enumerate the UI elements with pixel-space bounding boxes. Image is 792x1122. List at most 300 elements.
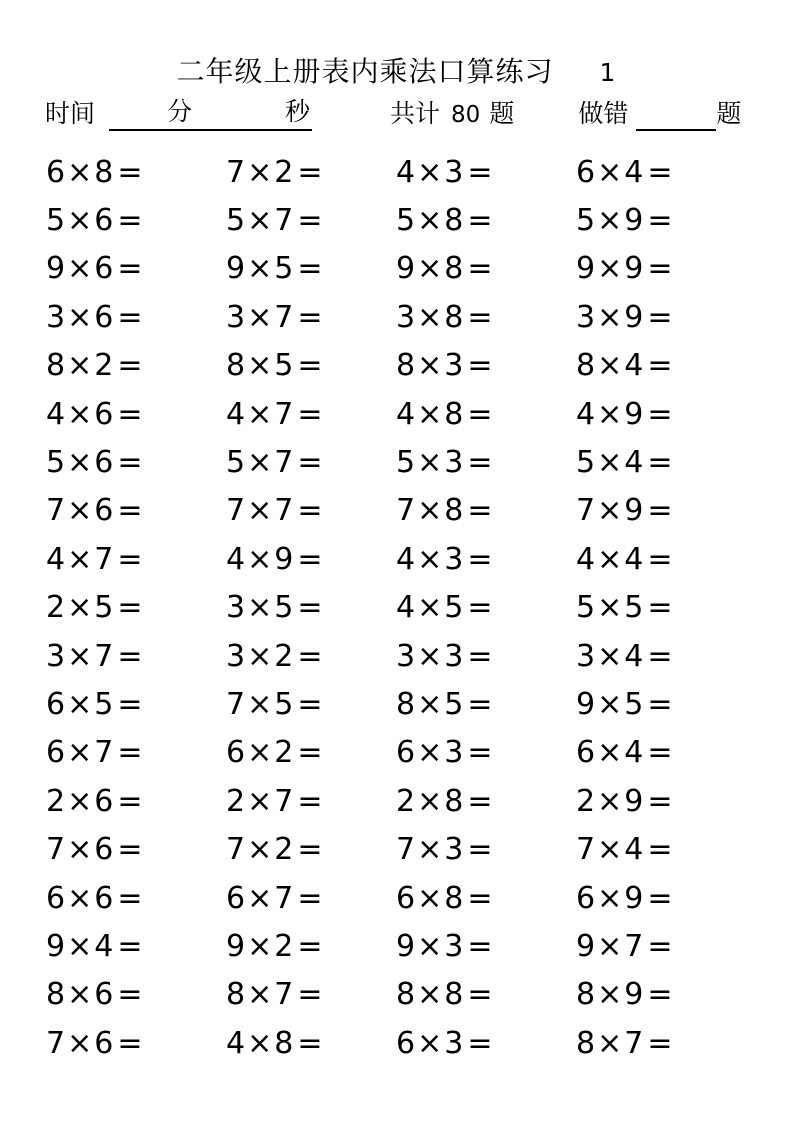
problem xyxy=(46,155,226,190)
factor-b: 2 xyxy=(94,348,114,384)
factor-a: 9 xyxy=(396,928,416,964)
problem xyxy=(576,977,792,1012)
factor-a: 4 xyxy=(226,1025,246,1061)
problem xyxy=(396,929,576,964)
equals-sign: = xyxy=(297,1025,323,1061)
factor-b: 7 xyxy=(274,299,294,335)
factor-b: 6 xyxy=(94,251,114,287)
multiplication-sign: × xyxy=(67,686,93,722)
factor-a: 5 xyxy=(226,445,246,481)
equals-sign: = xyxy=(467,493,493,529)
factor-a: 4 xyxy=(396,396,416,432)
factor-a: 7 xyxy=(396,493,416,529)
equals-sign: = xyxy=(117,928,143,964)
factor-b: 8 xyxy=(94,154,114,190)
factor-b: 7 xyxy=(94,638,114,674)
factor-b: 9 xyxy=(624,783,644,819)
equals-sign: = xyxy=(117,880,143,916)
equals-sign: = xyxy=(297,928,323,964)
factor-a: 4 xyxy=(396,541,416,577)
multiplication-sign: × xyxy=(247,445,273,481)
factor-b: 7 xyxy=(94,735,114,771)
factor-b: 6 xyxy=(94,396,114,432)
problem xyxy=(576,348,792,383)
total-unit: 题 xyxy=(489,101,515,128)
multiplication-sign: × xyxy=(417,638,443,674)
multiplication-sign: × xyxy=(417,203,443,239)
equals-sign: = xyxy=(647,832,673,868)
factor-a: 3 xyxy=(226,638,246,674)
factor-b: 7 xyxy=(624,1025,644,1061)
problem xyxy=(226,881,396,916)
factor-a: 6 xyxy=(226,880,246,916)
factor-b: 2 xyxy=(274,154,294,190)
multiplication-sign: × xyxy=(597,154,623,190)
problem xyxy=(46,784,226,819)
problem xyxy=(396,977,576,1012)
factor-a: 9 xyxy=(46,928,66,964)
factor-b: 6 xyxy=(94,1025,114,1061)
factor-a: 5 xyxy=(46,445,66,481)
multiplication-sign: × xyxy=(417,1025,443,1061)
factor-b: 6 xyxy=(94,977,114,1013)
equals-sign: = xyxy=(647,348,673,384)
factor-b: 5 xyxy=(624,590,644,626)
multiplication-sign: × xyxy=(417,396,443,432)
factor-a: 4 xyxy=(226,396,246,432)
problem-row xyxy=(0,342,792,390)
problem xyxy=(46,687,226,722)
multiplication-sign: × xyxy=(247,541,273,577)
problem xyxy=(396,300,576,335)
factor-a: 7 xyxy=(46,832,66,868)
multiplication-sign: × xyxy=(247,735,273,771)
problem xyxy=(226,832,396,867)
factor-a: 5 xyxy=(576,203,596,239)
equals-sign: = xyxy=(467,686,493,722)
multiplication-sign: × xyxy=(67,154,93,190)
equals-sign: = xyxy=(297,541,323,577)
factor-b: 4 xyxy=(624,154,644,190)
problem xyxy=(396,881,576,916)
factor-b: 9 xyxy=(624,396,644,432)
problem-row xyxy=(0,390,792,438)
equals-sign: = xyxy=(297,735,323,771)
problem xyxy=(576,929,792,964)
factor-b: 3 xyxy=(444,928,464,964)
multiplication-sign: × xyxy=(417,154,443,190)
factor-a: 5 xyxy=(396,203,416,239)
factor-b: 8 xyxy=(444,203,464,239)
multiplication-sign: × xyxy=(67,396,93,432)
problem xyxy=(396,445,576,480)
equals-sign: = xyxy=(647,154,673,190)
multiplication-sign: × xyxy=(597,299,623,335)
equals-sign: = xyxy=(647,251,673,287)
factor-a: 6 xyxy=(576,880,596,916)
factor-b: 8 xyxy=(444,299,464,335)
multiplication-sign: × xyxy=(247,1025,273,1061)
problem xyxy=(226,542,396,577)
equals-sign: = xyxy=(297,299,323,335)
multiplication-sign: × xyxy=(417,590,443,626)
problem xyxy=(396,203,576,238)
factor-b: 7 xyxy=(274,445,294,481)
total-label: 共计 xyxy=(390,101,441,128)
problem xyxy=(576,832,792,867)
problem-row xyxy=(0,535,792,583)
factor-a: 9 xyxy=(226,928,246,964)
problem xyxy=(576,1026,792,1061)
factor-b: 4 xyxy=(624,832,644,868)
problem xyxy=(46,493,226,528)
factor-a: 5 xyxy=(46,203,66,239)
factor-a: 7 xyxy=(46,493,66,529)
problem xyxy=(396,687,576,722)
multiplication-sign: × xyxy=(247,783,273,819)
problem xyxy=(576,542,792,577)
factor-a: 7 xyxy=(576,493,596,529)
factor-b: 5 xyxy=(444,590,464,626)
problem xyxy=(46,348,226,383)
factor-b: 3 xyxy=(444,832,464,868)
equals-sign: = xyxy=(647,880,673,916)
problem xyxy=(46,929,226,964)
multiplication-sign: × xyxy=(597,493,623,529)
equals-sign: = xyxy=(467,154,493,190)
factor-a: 8 xyxy=(226,348,246,384)
multiplication-sign: × xyxy=(67,977,93,1013)
equals-sign: = xyxy=(297,977,323,1013)
factor-a: 6 xyxy=(576,154,596,190)
equals-sign: = xyxy=(647,445,673,481)
factor-b: 9 xyxy=(624,251,644,287)
problem xyxy=(46,300,226,335)
multiplication-sign: × xyxy=(417,493,443,529)
problem-row xyxy=(0,777,792,825)
equals-sign: = xyxy=(467,928,493,964)
multiplication-sign: × xyxy=(597,541,623,577)
problem xyxy=(226,155,396,190)
factor-a: 7 xyxy=(226,154,246,190)
problem xyxy=(226,735,396,770)
equals-sign: = xyxy=(117,445,143,481)
problem-row xyxy=(0,680,792,728)
problem xyxy=(46,639,226,674)
factor-b: 5 xyxy=(624,686,644,722)
time-label: 时间 xyxy=(45,101,96,128)
problem xyxy=(46,977,226,1012)
multiplication-sign: × xyxy=(597,396,623,432)
multiplication-sign: × xyxy=(597,638,623,674)
problem xyxy=(226,348,396,383)
problem xyxy=(46,542,226,577)
equals-sign: = xyxy=(297,493,323,529)
factor-a: 6 xyxy=(396,880,416,916)
factor-a: 9 xyxy=(576,251,596,287)
problem xyxy=(46,251,226,286)
wrong-unit: 题 xyxy=(716,101,742,128)
factor-b: 7 xyxy=(274,977,294,1013)
factor-a: 3 xyxy=(576,299,596,335)
problem xyxy=(396,493,576,528)
problem xyxy=(576,251,792,286)
multiplication-sign: × xyxy=(417,686,443,722)
factor-a: 8 xyxy=(46,977,66,1013)
multiplication-sign: × xyxy=(67,493,93,529)
problem-row xyxy=(0,729,792,777)
problem xyxy=(226,493,396,528)
multiplication-sign: × xyxy=(247,251,273,287)
problem xyxy=(46,735,226,770)
factor-b: 5 xyxy=(274,251,294,287)
problem xyxy=(226,397,396,432)
factor-b: 4 xyxy=(624,638,644,674)
multiplication-sign: × xyxy=(417,735,443,771)
equals-sign: = xyxy=(467,783,493,819)
problem xyxy=(576,300,792,335)
factor-a: 8 xyxy=(396,977,416,1013)
factor-a: 8 xyxy=(46,348,66,384)
problem xyxy=(576,493,792,528)
multiplication-sign: × xyxy=(597,686,623,722)
factor-b: 2 xyxy=(274,928,294,964)
equals-sign: = xyxy=(467,638,493,674)
equals-sign: = xyxy=(117,348,143,384)
equals-sign: = xyxy=(467,203,493,239)
factor-a: 3 xyxy=(46,299,66,335)
problem-row xyxy=(0,293,792,341)
problem xyxy=(226,977,396,1012)
factor-b: 4 xyxy=(624,735,644,771)
factor-a: 2 xyxy=(576,783,596,819)
equals-sign: = xyxy=(647,977,673,1013)
factor-b: 4 xyxy=(94,928,114,964)
factor-a: 9 xyxy=(576,686,596,722)
problem xyxy=(576,397,792,432)
problem xyxy=(396,1026,576,1061)
multiplication-sign: × xyxy=(67,541,93,577)
multiplication-sign: × xyxy=(67,299,93,335)
factor-a: 4 xyxy=(226,541,246,577)
factor-a: 6 xyxy=(46,880,66,916)
factor-a: 5 xyxy=(576,445,596,481)
factor-b: 3 xyxy=(444,348,464,384)
problem xyxy=(396,784,576,819)
multiplication-sign: × xyxy=(247,154,273,190)
problem xyxy=(46,397,226,432)
problem xyxy=(576,445,792,480)
factor-b: 5 xyxy=(274,686,294,722)
factor-a: 4 xyxy=(46,396,66,432)
factor-b: 6 xyxy=(94,445,114,481)
factor-a: 4 xyxy=(396,154,416,190)
factor-b: 3 xyxy=(444,541,464,577)
problem xyxy=(576,639,792,674)
factor-b: 5 xyxy=(94,686,114,722)
factor-b: 5 xyxy=(444,686,464,722)
factor-a: 5 xyxy=(576,590,596,626)
factor-a: 8 xyxy=(396,686,416,722)
factor-a: 8 xyxy=(226,977,246,1013)
factor-b: 9 xyxy=(624,203,644,239)
equals-sign: = xyxy=(297,590,323,626)
factor-a: 8 xyxy=(576,348,596,384)
multiplication-sign: × xyxy=(417,832,443,868)
factor-a: 8 xyxy=(576,977,596,1013)
equals-sign: = xyxy=(467,445,493,481)
factor-a: 5 xyxy=(226,203,246,239)
multiplication-sign: × xyxy=(247,590,273,626)
factor-b: 3 xyxy=(444,154,464,190)
multiplication-sign: × xyxy=(417,928,443,964)
factor-a: 9 xyxy=(226,251,246,287)
factor-a: 7 xyxy=(226,686,246,722)
problem xyxy=(396,639,576,674)
problem xyxy=(226,251,396,286)
problem xyxy=(46,881,226,916)
factor-b: 2 xyxy=(274,832,294,868)
problem-row xyxy=(0,825,792,873)
factor-b: 7 xyxy=(274,396,294,432)
factor-b: 3 xyxy=(444,445,464,481)
equals-sign: = xyxy=(467,541,493,577)
multiplication-sign: × xyxy=(247,686,273,722)
equals-sign: = xyxy=(297,832,323,868)
factor-b: 3 xyxy=(444,735,464,771)
problem xyxy=(396,832,576,867)
equals-sign: = xyxy=(467,880,493,916)
problem xyxy=(576,784,792,819)
factor-b: 5 xyxy=(94,590,114,626)
factor-b: 8 xyxy=(274,1025,294,1061)
problem-row xyxy=(0,148,792,196)
factor-a: 4 xyxy=(46,541,66,577)
equals-sign: = xyxy=(117,396,143,432)
factor-b: 8 xyxy=(444,396,464,432)
problem-row xyxy=(0,971,792,1019)
problem xyxy=(396,348,576,383)
problem xyxy=(46,832,226,867)
factor-b: 7 xyxy=(624,928,644,964)
equals-sign: = xyxy=(297,251,323,287)
multiplication-sign: × xyxy=(417,348,443,384)
equals-sign: = xyxy=(647,686,673,722)
multiplication-sign: × xyxy=(417,880,443,916)
factor-b: 3 xyxy=(444,1025,464,1061)
problem-row xyxy=(0,874,792,922)
multiplication-sign: × xyxy=(417,445,443,481)
problem xyxy=(396,735,576,770)
problem xyxy=(576,735,792,770)
total-count: 80 xyxy=(451,102,481,128)
multiplication-sign: × xyxy=(597,928,623,964)
equals-sign: = xyxy=(467,348,493,384)
multiplication-sign: × xyxy=(417,299,443,335)
equals-sign: = xyxy=(117,251,143,287)
equals-sign: = xyxy=(467,590,493,626)
seconds-label: 秒 xyxy=(285,99,311,126)
multiplication-sign: × xyxy=(597,783,623,819)
equals-sign: = xyxy=(117,541,143,577)
factor-b: 6 xyxy=(94,832,114,868)
equals-sign: = xyxy=(117,832,143,868)
equals-sign: = xyxy=(297,445,323,481)
problem xyxy=(396,251,576,286)
equals-sign: = xyxy=(647,1025,673,1061)
factor-a: 3 xyxy=(396,299,416,335)
equals-sign: = xyxy=(297,154,323,190)
equals-sign: = xyxy=(297,638,323,674)
problem xyxy=(396,155,576,190)
problem xyxy=(46,590,226,625)
factor-a: 3 xyxy=(226,590,246,626)
factor-a: 3 xyxy=(396,638,416,674)
title-text: 二年级上册表内乘法口算练习 xyxy=(176,57,554,88)
problem xyxy=(576,590,792,625)
problem-row xyxy=(0,196,792,244)
factor-a: 6 xyxy=(46,686,66,722)
factor-b: 7 xyxy=(274,783,294,819)
equals-sign: = xyxy=(297,348,323,384)
equals-sign: = xyxy=(647,783,673,819)
multiplication-sign: × xyxy=(67,590,93,626)
multiplication-sign: × xyxy=(247,203,273,239)
multiplication-sign: × xyxy=(247,928,273,964)
multiplication-sign: × xyxy=(67,783,93,819)
equals-sign: = xyxy=(117,783,143,819)
multiplication-sign: × xyxy=(597,832,623,868)
factor-b: 3 xyxy=(444,638,464,674)
problem xyxy=(226,590,396,625)
factor-b: 8 xyxy=(444,783,464,819)
factor-b: 6 xyxy=(94,203,114,239)
factor-b: 5 xyxy=(274,348,294,384)
equals-sign: = xyxy=(117,1025,143,1061)
equals-sign: = xyxy=(297,396,323,432)
info-bar xyxy=(45,97,741,131)
factor-b: 7 xyxy=(274,880,294,916)
factor-a: 2 xyxy=(396,783,416,819)
factor-a: 9 xyxy=(396,251,416,287)
factor-a: 6 xyxy=(396,735,416,771)
factor-a: 6 xyxy=(46,154,66,190)
problem xyxy=(226,1026,396,1061)
problem xyxy=(226,784,396,819)
multiplication-sign: × xyxy=(597,203,623,239)
factor-b: 4 xyxy=(624,348,644,384)
multiplication-sign: × xyxy=(67,203,93,239)
problem xyxy=(226,300,396,335)
multiplication-sign: × xyxy=(67,832,93,868)
problem xyxy=(576,881,792,916)
problem-row xyxy=(0,922,792,970)
factor-b: 2 xyxy=(274,638,294,674)
equals-sign: = xyxy=(297,783,323,819)
factor-a: 3 xyxy=(576,638,596,674)
equals-sign: = xyxy=(467,735,493,771)
factor-a: 6 xyxy=(226,735,246,771)
factor-a: 4 xyxy=(396,590,416,626)
equals-sign: = xyxy=(647,493,673,529)
equals-sign: = xyxy=(117,638,143,674)
multiplication-sign: × xyxy=(417,783,443,819)
factor-a: 2 xyxy=(226,783,246,819)
equals-sign: = xyxy=(647,590,673,626)
factor-b: 7 xyxy=(94,541,114,577)
factor-a: 9 xyxy=(576,928,596,964)
multiplication-sign: × xyxy=(597,590,623,626)
